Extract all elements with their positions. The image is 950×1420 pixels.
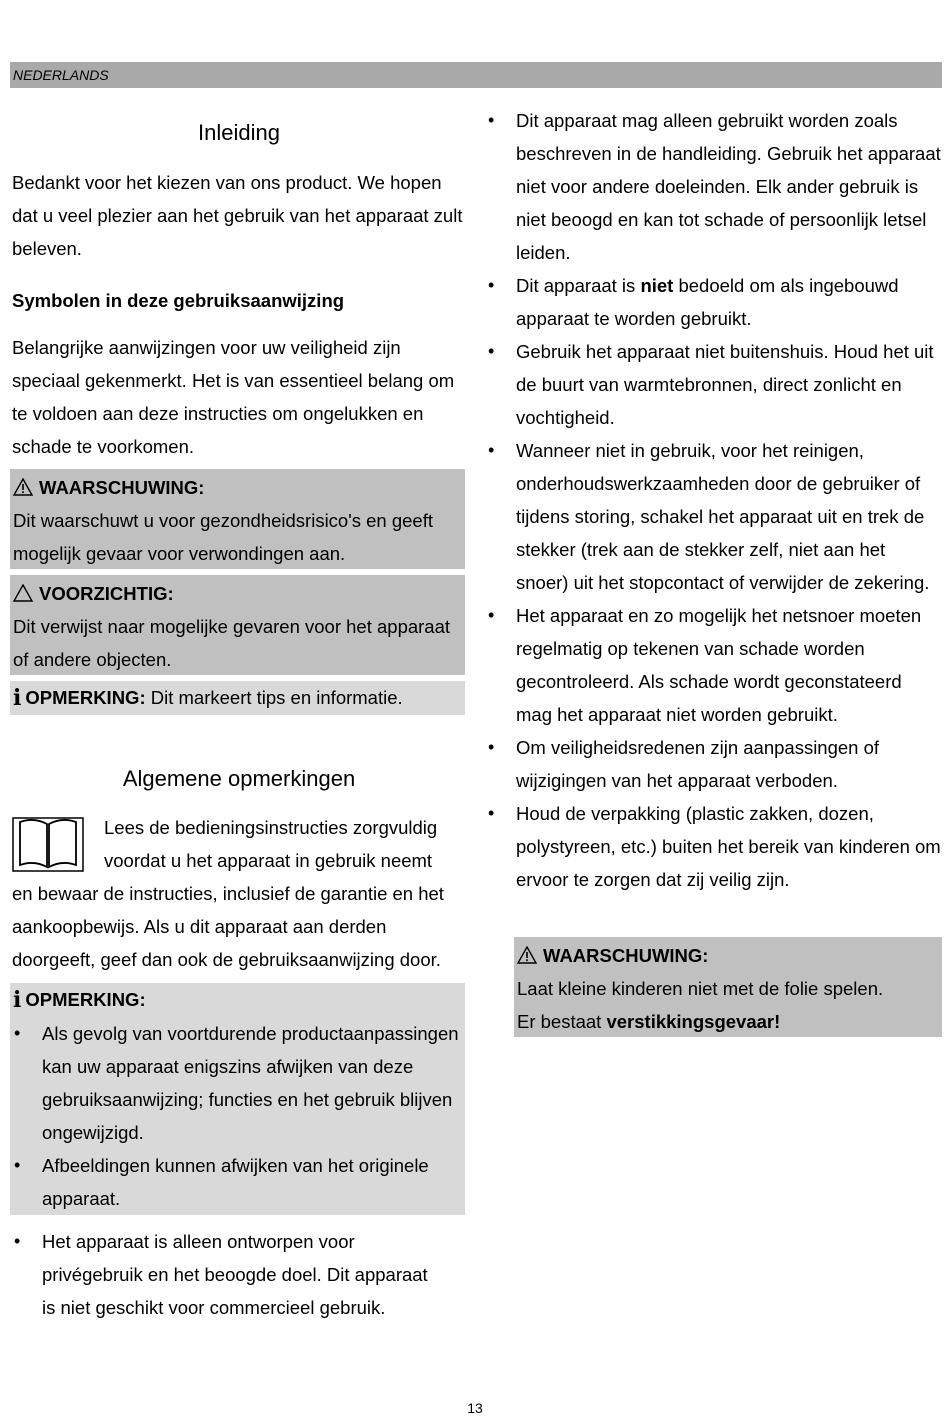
warning-line2 bbox=[517, 1005, 942, 1038]
list-item-emphasis: niet bbox=[640, 275, 674, 296]
language-label: NEDERLANDS bbox=[13, 67, 109, 83]
suffocation-warning-box bbox=[514, 937, 942, 1037]
read-instructions-line1: Lees de bedieningsinstructies zorgvuldig bbox=[104, 817, 438, 838]
symbols-text: Belangrijke aanwijzingen voor uw veiligheid zijn speciaal gekenmerkt. Het is van essentieel belang om te voldoen aan deze instructies om ongelukken en schade te voorkomen. bbox=[12, 337, 455, 457]
list-item: • Gebruik het apparaat niet buitenshuis. Houd het uit de buurt van warmtebronnen, direct zonlicht en vochtigheid. bbox=[484, 335, 942, 434]
list-item: • Houd de verpakking (plastic zakken, dozen, polystyreen, etc.) buiten het bereik van kinderen om ervoor te zorgen dat zij veilig zijn. bbox=[484, 797, 942, 896]
list-item: • Als gevolg van voortdurende productaanpassingen kan uw apparaat enigszins afwijken van deze gebruiksaanwijzing; functies en het gebruik blijven ongewijzigd. bbox=[10, 1017, 465, 1149]
caution-triangle-icon bbox=[13, 584, 33, 602]
caution-text: Dit verwijst naar mogelijke gevaren voor het apparaat of andere objecten. bbox=[13, 616, 451, 670]
info-icon: i bbox=[13, 987, 22, 1013]
list-item: • Dit apparaat mag alleen gebruikt worden zoals beschreven in de handleiding. Gebruik het apparaat niet voor andere doeleinden. Elk ander gebruik is niet beoogd en kan tot schade of persoonlijk letsel leiden. bbox=[484, 104, 942, 269]
list-item bbox=[484, 269, 942, 335]
warning-line2-emphasis: verstikkingsgevaar! bbox=[606, 1011, 781, 1032]
safety-list bbox=[484, 104, 942, 896]
intro-text: Bedankt voor het kiezen van ons product. We hopen dat u veel plezier aan het gebruik van het apparaat zult beleven. bbox=[12, 172, 463, 259]
warning-line2-text: Er bestaat bbox=[517, 1011, 607, 1032]
symbols-title: Symbolen in deze gebruiksaanwijzing bbox=[12, 290, 345, 311]
manual-book-icon bbox=[12, 815, 84, 873]
warning-text: Dit waarschuwt u voor gezondheidsrisico's en geeft mogelijk gevaar voor verwondingen aan. bbox=[13, 510, 433, 564]
note-label: OPMERKING: bbox=[25, 687, 146, 708]
list-item: • Wanneer niet in gebruik, voor het reinigen, onderhoudswerkzaamheden door de gebruiker of tijdens storing, schakel het apparaat uit en trek de stekker (trek aan de stekker zelf, niet aan het snoer) uit het stopcontact of verwijder de zekering. bbox=[484, 434, 942, 599]
warning-label: WAARSCHUWING: bbox=[39, 477, 205, 498]
warning-triangle-icon bbox=[517, 946, 537, 964]
general-note-list bbox=[10, 1017, 465, 1215]
caution-label: VOORZICHTIG: bbox=[39, 583, 174, 604]
list-item: • Het apparaat is alleen ontworpen voor privégebruik en het beoogde doel. Dit apparaat is niet geschikt voor commercieel gebruik. bbox=[10, 1225, 440, 1324]
warning-box bbox=[10, 469, 465, 569]
list-item-text: Dit apparaat is bbox=[516, 275, 641, 296]
note-box bbox=[10, 681, 465, 715]
read-instructions-rest: en bewaar de instructies, inclusief de garantie en het aankoopbewijs. Als u dit apparaat aan derden doorgeeft, geef dan ook de gebruiksaanwijzing door. bbox=[12, 883, 444, 970]
general-list bbox=[10, 1225, 440, 1324]
list-item: • Het apparaat en zo mogelijk het netsnoer moeten regelmatig op tekenen van schade worden gecontroleerd. Als schade wordt geconstateerd mag het apparaat niet worden gebruikt. bbox=[484, 599, 942, 731]
general-title: Algemene opmerkingen bbox=[122, 766, 356, 791]
warning-label: WAARSCHUWING: bbox=[543, 945, 709, 966]
list-item: • Afbeeldingen kunnen afwijken van het originele apparaat. bbox=[10, 1149, 465, 1215]
page-number: 13 bbox=[467, 1400, 483, 1416]
info-icon: i bbox=[13, 685, 22, 711]
note-text: Dit markeert tips en informatie. bbox=[150, 687, 403, 708]
general-note-box bbox=[10, 983, 465, 1215]
list-item: • Om veiligheidsredenen zijn aanpassingen of wijzigingen van het apparaat verboden. bbox=[484, 731, 942, 797]
language-header-bar bbox=[10, 62, 942, 88]
general-note-label: OPMERKING: bbox=[25, 989, 146, 1010]
intro-title: Inleiding bbox=[198, 120, 280, 145]
caution-box bbox=[10, 575, 465, 675]
read-instructions-line2: voordat u het apparaat in gebruik neemt bbox=[104, 850, 433, 871]
warning-line1: Laat kleine kinderen niet met de folie spelen. bbox=[517, 978, 884, 999]
warning-triangle-icon bbox=[13, 478, 33, 496]
list-item-text: bedoeld om als ingebouwd apparaat te worden gebruikt. bbox=[516, 275, 899, 329]
